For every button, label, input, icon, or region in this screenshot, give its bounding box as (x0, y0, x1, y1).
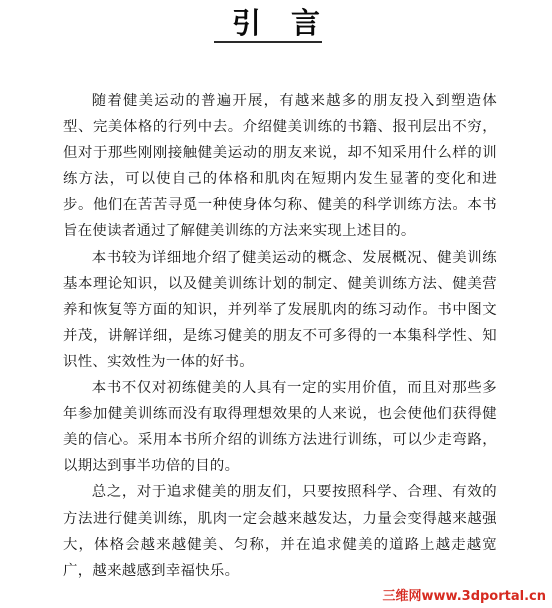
title-underline (214, 41, 322, 43)
site-watermark: 三维网www.3dportal.cn (382, 589, 546, 604)
page-title: 引言 (231, 6, 350, 40)
paragraph-4: 总之，对于追求健美的朋友们，只要按照科学、合理、有效的方法进行健美训练，肌肉一定会越来越发达，力量会变得越来越强大，体格会越来越健美、匀称，并在追求健美的道路上越走越宽广，越来越感到幸福快乐。 (63, 484, 497, 579)
body-text (63, 88, 497, 584)
paragraph-1: 随着健美运动的普遍开展，有越来越多的朋友投入到塑造体型、完美体格的行列中去。介绍健美训练的书籍、报刊层出不穷，但对于那些刚刚接触健美运动的朋友来说，却不知采用什么样的训练方法，可以使自己的体格和肌肉在短期内发生显著的变化和进步。他们在苦苦寻觅一种使身体匀称、健美的科学训练方法。本书旨在使读者通过了解健美训练的方法来实现上述目的。 (63, 93, 497, 240)
paragraph-2: 本书较为详细地介绍了健美运动的概念、发展概况、健美训练基本理论知识，以及健美训练计划的制定、健美训练方法、健美营养和恢复等方面的知识，并列举了发展肌肉的练习动作。书中图文并茂，讲解详细，是练习健美的朋友不可多得的一本集科学性、知识性、实效性为一体的好书。 (63, 249, 497, 370)
paragraph-3: 本书不仅对初练健美的人具有一定的实用价值，而且对那些多年参加健美训练而没有取得理想效果的人来说，也会使他们获得健美的信心。采用本书所介绍的训练方法进行训练，可以少走弯路，以期达到事半功倍的目的。 (63, 380, 497, 475)
